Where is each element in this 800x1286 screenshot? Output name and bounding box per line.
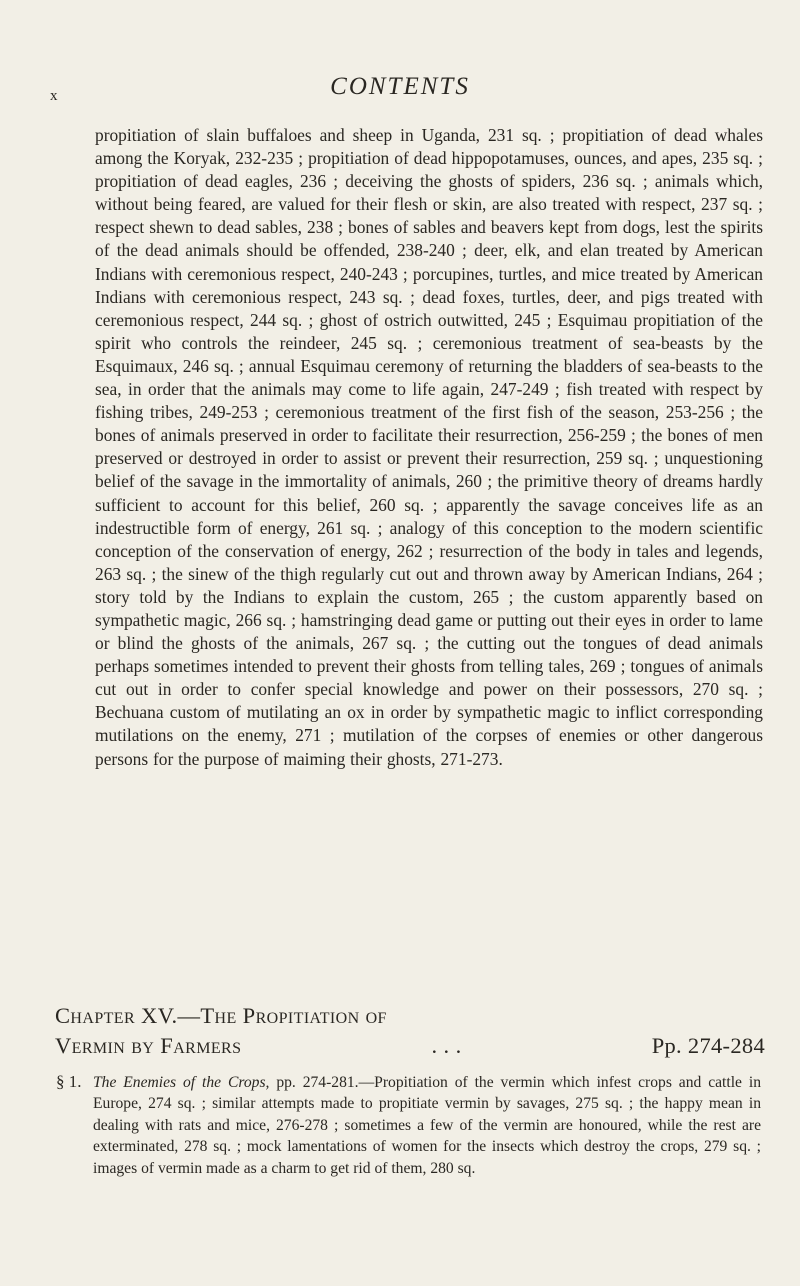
running-title: CONTENTS (330, 73, 470, 100)
chapter-heading (55, 1001, 765, 1061)
page-number: x (50, 88, 58, 104)
chapter-heading-title: Vermin by Farmers (55, 1033, 242, 1058)
section-description: pp. 274-281.—Propitiation of the vermin which infest crops and cattle in Europe, 274 sq. ; similar attempts made to propitiate vermin by savages, 275 sq. ; the happy mean in dealing with rats and mice, 276-278 ; sometimes a few of the vermin are honoured, while the rest are exterminated, 278 sq. ; mock lamentations of women for the insects which destroy the crops, 279 sq. ; images of vermin made as a charm to get rid of them, 280 sq. (93, 1074, 761, 1177)
leader-dots: . . . (431, 1033, 462, 1058)
chapter-page-range: Pp. 274-284 (651, 1033, 765, 1058)
section-entry (93, 1072, 761, 1179)
section-title: The Enemies of the Crops, (93, 1074, 270, 1091)
chapter-heading-line1: Chapter XV.—The Propitiation of (55, 1003, 387, 1028)
chapter-heading-line2 (55, 1031, 765, 1061)
section-mark: § 1. (56, 1072, 82, 1091)
contents-paragraph: propitiation of slain buffaloes and sheep in Uganda, 231 sq. ; propitiation of dead whales among the Koryak, 232-235 ; propitiation of dead hippopotamuses, ounces, and apes, 235 sq. ; propitiation of dead eagles, 236 ; deceiving the ghosts of spiders, 236 sq. ; animals which, without being feared, are valued for their flesh or skin, are also treated with respect, 237 sq. ; respect shewn to dead sables, 238 ; bones of sables and beavers kept from dogs, lest the spirits of the dead animals should be offended, 238-240 ; deer, elk, and elan treated by American Indians with ceremonious respect, 240-243 ; porcupines, turtles, and mice treated by American Indians with ceremonious respect, 243 sq. ; dead foxes, turtles, deer, and pigs treated with ceremonious respect, 244 sq. ; ghost of ostrich outwitted, 245 ; Esquimau propitiation of the spirit who controls the reindeer, 245 sq. ; ceremonious treatment of sea-beasts by the Esquimaux, 246 sq. ; annual Esquimau ceremony of returning the bladders of sea-beasts to the sea, in order that the animals may come to life again, 247-249 ; fish treated with respect by fishing tribes, 249-253 ; ceremonious treatment of the first fish of the season, 253-256 ; the bones of animals preserved in order to facilitate their resurrection, 256-259 ; the bones of men preserved or destroyed in order to assist or prevent their resurrection, 259 sq. ; unquestioning belief of the savage in the immortality of animals, 260 ; the primitive theory of dreams hardly sufficient to account for this belief, 260 sq. ; apparently the savage conceives life as an indestructible form of energy, 261 sq. ; analogy of this conception to the modern scientific conception of the conservation of energy, 262 ; resurrection of the body in tales and legends, 263 sq. ; the sinew of the thigh regularly cut out and thrown away by American Indians, 264 ; story told by the Indians to explain the custom, 265 ; the custom apparently based on sympathetic magic, 266 sq. ; hamstringing dead game or putting out their eyes in order to lame or blind the ghosts of the animals, 267 sq. ; the cutting out the tongues of dead animals perhaps sometimes intended to prevent their ghosts from telling tales, 269 ; tongues of animals cut out in order to confer special knowledge and power on their possessors, 270 sq. ; Bechuana custom of mutilating an ox in order by sympathetic magic to inflict corresponding mutilations on the enemy, 271 ; mutilation of the corpses of enemies or other dangerous persons for the purpose of maiming their ghosts, 271-273. (95, 125, 763, 769)
